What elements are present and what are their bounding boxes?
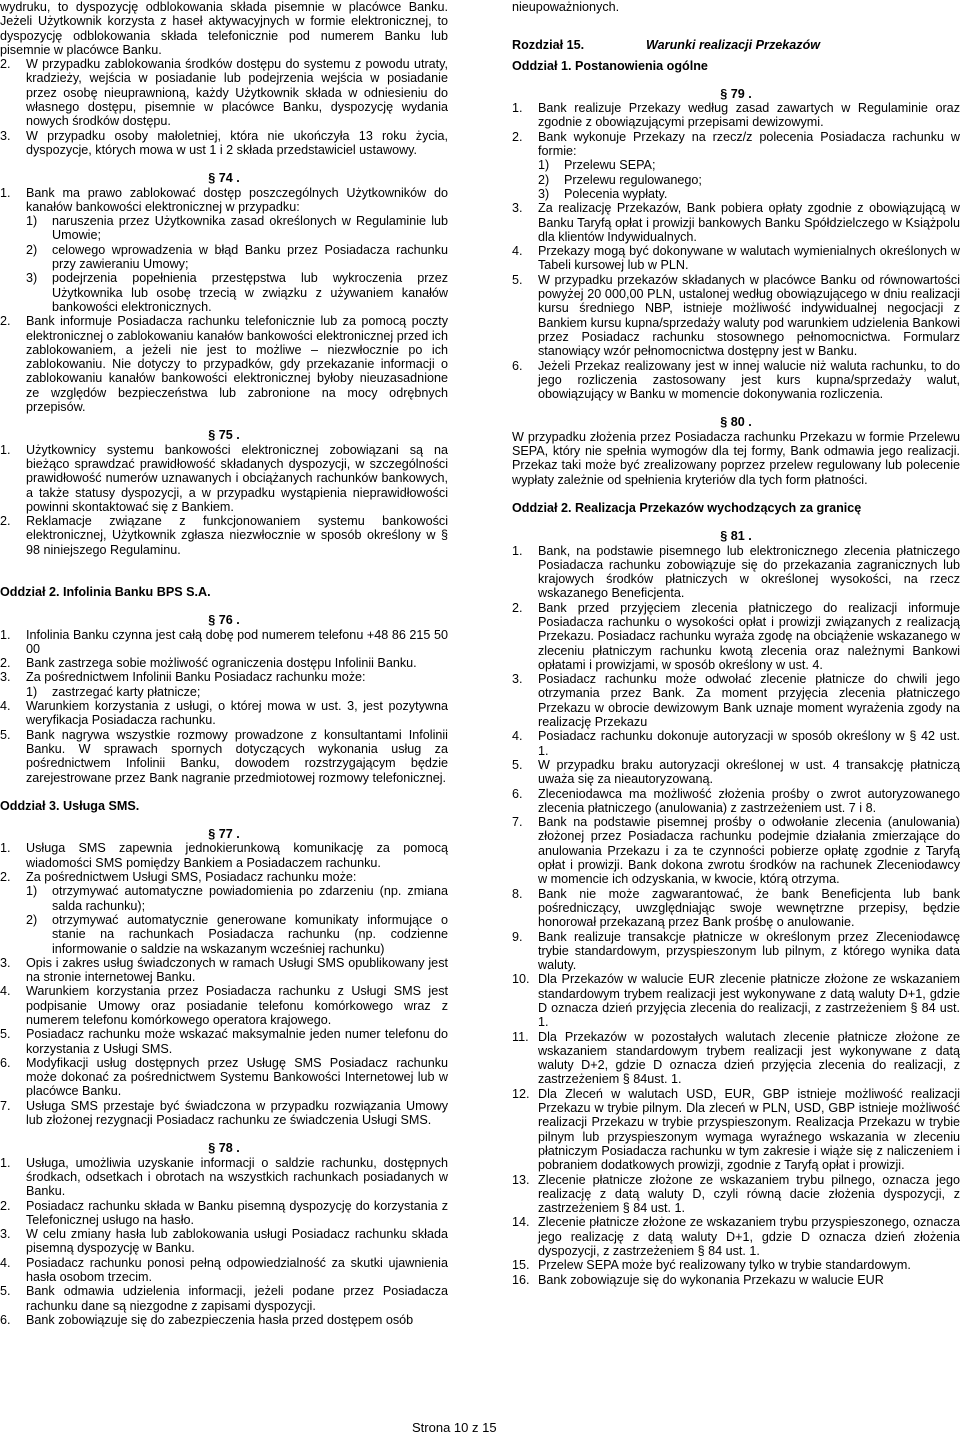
item-number: 5. — [0, 1027, 11, 1042]
item-text: W celu zmiany hasła lub zablokowania usługi Posiadacz rachunku składa pisemną dyspozycję w Banku. — [26, 1227, 448, 1256]
item-number: 8. — [512, 886, 523, 901]
item-number: 1) — [538, 158, 550, 173]
chapter-heading — [512, 38, 960, 52]
numbered-item — [0, 984, 448, 1027]
numbered-item — [512, 273, 960, 359]
item-number: 1. — [512, 101, 523, 116]
item-text: Bank na podstawie pisemnej prośby o odwołanie zlecenia (anulowania) złożonej przez Posiadacza rachunku podejmie działania zmierzające do anulowania Przekazu i za te czynności pobierze opłatę zgodnie z Taryfą opłat i prowizji. Bank dokona zwrotu środków na rachunek Zleceniodawcy w momencie ich odzyskania, w kwocie, którą otrzyma. — [538, 815, 960, 887]
item-text: zastrzegać karty płatnicze; — [52, 684, 201, 699]
sub-item — [538, 173, 960, 187]
item-text: W przypadku osoby małoletniej, która nie ukończyła 13 roku życia, dyspozycje, których mowa w ust 1 i 2 składa przedstawiciel ustawowy. — [26, 128, 448, 157]
item-text: Posiadacz rachunku dokonuje autoryzacji w sposób określony w § 42 ust. 1. — [538, 729, 960, 758]
item-text: Użytkownicy systemu bankowości elektronicznej zobowiązani są na bieżąco sprawdzać prawidłowość składanych dyspozycji, w szczególności prawidłowość numerów uznawanych i obciążanych rachunków bankowych, a także statusy dyspozycji, a w przypadku wystąpienia nieprawidłowości powinni skontaktować się z Bankiem. — [26, 442, 448, 514]
item-text: Bank realizuje transakcje płatnicze w określonym przez Zleceniodawcę trybie standardowym, przyspieszonym lub pilnym, z którego wynika data waluty. — [538, 929, 960, 973]
item-text: Usługa, umożliwia uzyskanie informacji o saldzie rachunku, dostępnych środkach, odsetkach i obrotach na wszystkich rachunkach posiadanych w Banku. — [26, 1155, 448, 1199]
numbered-item — [512, 1030, 960, 1087]
item-text: Warunkiem korzystania z usługi, o której mowa w ust. 3, jest pozytywna weryfikacja Posiadacza rachunku. — [26, 699, 448, 728]
item-number: 4. — [0, 984, 11, 999]
item-text: Posiadacz rachunku może wskazać maksymalnie jeden numer telefonu do korzystania z Usługi SMS. — [26, 1027, 448, 1056]
numbered-item — [0, 1099, 448, 1128]
item-text: Posiadacz rachunku składa w Banku pisemną dyspozycję do korzystania z Telefonicznej usługo na hasło. — [26, 1198, 448, 1227]
item-number: 6. — [512, 786, 523, 801]
item-text: Bank zobowiązuje się do wykonania Przekazu w walucie EUR — [538, 1272, 884, 1287]
item-number: 3) — [538, 186, 550, 201]
item-number: 3. — [0, 1227, 11, 1242]
item-number: 1. — [0, 1155, 11, 1170]
paragraph-heading: § 76 . — [208, 613, 240, 628]
right-column — [512, 0, 960, 1287]
item-number: 13. — [512, 1172, 530, 1187]
item-number: 2) — [538, 172, 550, 187]
paragraph: W przypadku złożenia przez Posiadacza rachunku Przekazu w formie Przelewu SEPA, który nie spełnia wymogów dla tej formy, Bank odmawia jego realizacji. Przekaz taki może być zrealizowany poprzez przelew regulowany lub polecenie wypłaty zależnie od spełnienia kryteriów dla tych form płatności. — [512, 429, 960, 487]
numbered-item — [512, 359, 960, 402]
sub-item — [26, 271, 448, 314]
numbered-item — [0, 1156, 448, 1199]
numbered-item — [0, 1056, 448, 1099]
item-number: 1) — [26, 884, 38, 899]
numbered-item — [512, 1258, 960, 1272]
numbered-item — [0, 1227, 448, 1256]
item-number: 1) — [26, 214, 38, 229]
paragraph-heading: § 80 . — [720, 415, 752, 430]
paragraph-heading: § 81 . — [720, 529, 752, 544]
numbered-item — [0, 670, 448, 684]
item-text: Za pośrednictwem Usługi SMS, Posiadacz rachunku może: — [26, 870, 357, 885]
numbered-item — [0, 514, 448, 557]
section-heading: Oddział 2. Infolinia Banku BPS S.A. — [0, 584, 211, 599]
chapter-title: Warunki realizacji Przekazów — [646, 38, 821, 53]
item-number: 4. — [512, 729, 523, 744]
item-number: 2) — [26, 912, 38, 927]
item-number: 10. — [512, 972, 530, 987]
item-number: 2. — [0, 870, 11, 885]
numbered-item — [512, 672, 960, 729]
item-text: Bank informuje Posiadacza rachunku telefonicznie lub za pomocą poczty elektronicznej o zablokowaniu kanałów bankowości elektronicznej przed ich zablokowaniem, a jeżeli nie jest to możliwe – niezwłocznie po ich zablokowaniu. Nie dotyczy to przypadków, gdy przekazanie informacji o zablokowaniu kanałów bankowości elektronicznej byłoby nieuzasadnione ze względów bezpieczeństwa lub zabronione na mocy odrębnych przepisów. — [26, 314, 448, 415]
item-number: 16. — [512, 1272, 530, 1287]
item-number: 2. — [0, 1198, 11, 1213]
item-text: Bank zobowiązuje się do zabezpieczenia hasła przed dostępem osób — [26, 1312, 414, 1327]
item-number: 11. — [512, 1029, 529, 1044]
sub-item — [538, 158, 960, 172]
item-number: 2) — [26, 242, 38, 257]
numbered-item — [512, 758, 960, 787]
item-number: 5. — [512, 757, 523, 772]
item-number: 2. — [0, 57, 11, 72]
page-footer: Strona 10 z 15 — [412, 1420, 497, 1435]
numbered-item — [0, 728, 448, 785]
numbered-item — [0, 656, 448, 670]
item-text: Bank wykonuje Przekazy na rzecz/z polecenia Posiadacza rachunku w formie: — [538, 129, 960, 159]
item-number: 1) — [26, 684, 38, 699]
item-number: 9. — [512, 929, 523, 944]
item-text: Bank zastrzega sobie możliwość ograniczenia dostępu Infolinii Banku. — [26, 656, 417, 671]
item-text: Reklamacje związane z funkcjonowaniem systemu bankowości elektronicznej, Użytkownik zgłasza niezwłocznie w sposób określony w § 98 niniejszego Regulaminu. — [26, 514, 448, 557]
numbered-item — [0, 1284, 448, 1313]
numbered-item — [0, 628, 448, 657]
item-text: Polecenia wypłaty. — [564, 186, 668, 201]
numbered-item — [0, 956, 448, 985]
item-number: 4. — [0, 699, 11, 714]
numbered-item — [0, 443, 448, 514]
numbered-item — [512, 972, 960, 1029]
paragraph-heading: § 79 . — [720, 86, 752, 101]
item-text: Za realizację Przekazów, Bank pobiera opłaty zgodnie z obowiązującą w Banku Taryfą opłat i prowizji bankowych Banku Spółdzielczego w Książpolu dla klientów Indywidualnych. — [538, 201, 960, 244]
paragraph-heading: § 74 . — [208, 171, 240, 186]
numbered-item — [512, 1215, 960, 1258]
sub-item — [26, 685, 448, 699]
numbered-item — [0, 1313, 448, 1327]
numbered-item — [512, 787, 960, 816]
numbered-item — [512, 1087, 960, 1173]
item-text: Usługa SMS przestaje być świadczona w przypadku rozwiązania Umowy lub złożonej rezygnacji Posiadacz rachunku ze świadczenia Usługi SMS. — [26, 1098, 448, 1128]
item-number: 6. — [512, 358, 523, 373]
item-text: Zlecenie płatnicze złożone ze wskazaniem trybu pilnego, oznacza jego realizację z datą waluty D, czyli równą dacie złożenia dyspozycji, z zastrzeżeniem § 84 ust. 1. — [538, 1172, 960, 1216]
item-number: 1. — [0, 185, 11, 200]
sub-item — [538, 187, 960, 201]
numbered-item — [512, 930, 960, 973]
item-text: Przelewu SEPA; — [564, 158, 656, 173]
item-number: 3. — [512, 672, 523, 687]
item-text: Bank nie może zagwarantować, że bank Beneficjenta lub bank pośredniczący, uwzględniając swoje wewnętrzne przepisy, będzie honorował przekazaną przez Bank prośbę o anulowanie. — [538, 886, 960, 930]
item-text: otrzymywać automatycznie generowane komunikaty informujące o stanie na rachunkach Posiadacza rachunku (np. codzienne informowanie o saldzie na wskazanym wcześniej rachunku) — [52, 912, 448, 956]
numbered-item — [512, 130, 960, 159]
item-number: 1. — [0, 627, 11, 642]
numbered-item — [512, 887, 960, 930]
numbered-item — [0, 186, 448, 215]
item-number: 15. — [512, 1258, 530, 1273]
item-text: Zlecenie płatnicze złożone ze wskazaniem trybu przyspieszonego, oznacza jego realizację z datą waluty D+1, gdzie D oznacza dzień złożenia dyspozycji, z zastrzeżeniem § 84 ust. 1. — [538, 1215, 960, 1259]
item-text: Przelewu regulowanego; — [564, 172, 702, 187]
item-number: 3. — [0, 670, 11, 685]
item-text: W przypadku zablokowania środków dostępu do systemu z powodu utraty, kradzieży, wejścia w posiadanie lub podejrzenia wejścia w posiadanie przez osobę nieuprawnioną, każdy Użytkownik składa w odniesieniu do własnego dostępu, pisemnie w placówce Banku, dyspozycję wydania nowych środków dostępu. — [26, 57, 448, 129]
item-text: Bank odmawia udzielenia informacji, jeżeli podane przez Posiadacza rachunku dane są niezgodne z zapisami dyspozycji. — [26, 1284, 448, 1313]
item-text: Bank realizuje Przekazy według zasad zawartych w Regulaminie oraz zgodnie z obowiązującymi przepisami dewizowymi. — [538, 101, 960, 130]
sub-item — [26, 884, 448, 913]
item-text: Jeżeli Przekaz realizowany jest w innej walucie niż waluta rachunku, to do jego rozliczenia zastosowany jest kurs kupna/sprzedaży walut, obowiązujący w Banku w momencie dokonywania rozliczenia. — [538, 358, 960, 402]
item-text: Bank przed przyjęciem zlecenia płatniczego do realizacji informuje Posiadacza rachunku o wysokości opłat i prowizji związanych z realizacją Przekazu. Posiadacz rachunku wyraża zgodę na obciążenie wskazanego w zleceniu płatniczym rachunku kwotą zlecenia oraz należnymi Bankowi opłatami i prowizjami, w sposób określony w ust. 4. — [538, 600, 960, 672]
item-text: Dla Zleceń w walutach USD, EUR, GBP istnieje możliwość realizacji Przekazu w trybie pilnym. Dla zleceń w PLN, USD, GBP istnieje możliwość realizacji Przekazu w trybie przyspieszonym. Realizacja Przekazu w trybie pilnym lub przyspieszonym wymaga wyraźnego wskazania w zleceniu płatniczym Posiadacza rachunku w tym zakresie i wiąże się z naliczeniem i pobraniem dodatkowych prowizji, zgodnie z Taryfą opłat i prowizji. — [538, 1086, 960, 1173]
item-text: Dla Przekazów w walucie EUR zlecenie płatnicze złożone ze wskazaniem standardowym trybem realizacji jest wykonywane z datą waluty D+1, gdzie D oznacza dzień przyjęcia zlecenia do realizacji, z zastrzeżeniem § 84 ust. 1. — [538, 972, 960, 1030]
item-text: Modyfikacji usług dostępnych przez Usługę SMS Posiadacz rachunku może dokonać za pośrednictwem Systemu Bankowości Internetowej lub w placówce Banku. — [26, 1055, 448, 1099]
item-text: podejrzenia popełnienia przestępstwa lub wykroczenia przez Użytkownika lub osobę trzecią w związku z używaniem kanałów bankowości elektronicznych. — [52, 271, 448, 314]
item-text: Bank ma prawo zablokować dostęp poszczególnych Użytkowników do kanałów bankowości elektronicznej w przypadku: — [26, 185, 448, 214]
item-text: Usługa SMS zapewnia jednokierunkową komunikację za pomocą wiadomości SMS pomiędzy Bankiem a Posiadaczem rachunku. — [26, 841, 448, 870]
section-heading: Oddział 1. Postanowienia ogólne — [512, 58, 708, 73]
item-number: 2. — [0, 314, 11, 329]
item-text: celowego wprowadzenia w błąd Banku przez Posiadacza rachunku przy zawieraniu Umowy; — [52, 242, 448, 272]
item-text: W przypadku braku autoryzacji określonej w ust. 4 transakcję płatniczą uważa się za nieautoryzowaną. — [538, 757, 960, 787]
item-number: 3) — [26, 271, 38, 286]
numbered-item — [0, 314, 448, 414]
numbered-item — [512, 601, 960, 672]
numbered-item — [0, 841, 448, 870]
item-number: 2. — [512, 600, 523, 615]
item-text: Warunkiem korzystania przez Posiadacza rachunku z Usługi SMS jest podpisanie Umowy oraz posiadanie telefonu komórkowego wraz z numerem telefonu komórkowego operatora krajowego. — [26, 984, 448, 1027]
left-column — [0, 0, 448, 1327]
numbered-item — [512, 1173, 960, 1216]
item-number: 5. — [0, 727, 11, 742]
paragraph: nieupoważnionych. — [512, 0, 620, 14]
sub-item — [26, 243, 448, 272]
item-text: Przekazy mogą być dokonywane w walutach wymienialnych określonych w Tabeli kursowej lub w PLN. — [538, 244, 960, 273]
item-text: Za pośrednictwem Infolinii Banku Posiadacz rachunku może: — [26, 670, 366, 685]
paragraph-heading: § 77 . — [208, 827, 240, 842]
item-text: Bank, na podstawie pisemnego lub elektronicznego zlecenia płatniczego Posiadacza rachunku zobowiązuje się do przekazania zagranicznych lub krajowych środków płatniczych w określonej wysokości, na rzecz wskazanego Beneficjenta. — [538, 543, 960, 601]
item-number: 2. — [512, 129, 523, 144]
numbered-item — [512, 201, 960, 244]
item-number: 1. — [0, 841, 11, 856]
item-number: 7. — [512, 815, 523, 830]
item-number: 3. — [512, 201, 523, 216]
section-heading: Oddział 2. Realizacja Przekazów wychodzących za granicę — [512, 500, 862, 515]
item-number: 14. — [512, 1215, 530, 1230]
item-number: 12. — [512, 1086, 530, 1101]
numbered-item — [512, 244, 960, 273]
paragraph: wydruku, to dyspozycję odblokowania składa pisemnie w placówce Banku. Jeżeli Użytkownik korzysta z haseł aktywacyjnych w formie elektronicznej, to dyspozycję odblokowania składa telefonicznie pod numerem Banku lub pisemnie w placówce Banku. — [0, 0, 448, 57]
item-number: 6. — [0, 1055, 11, 1070]
numbered-item — [512, 1273, 960, 1287]
item-number: 4. — [512, 244, 523, 259]
item-text: otrzymywać automatyczne powiadomienia po zdarzeniu (np. zmiana salda rachunku); — [52, 884, 448, 913]
numbered-item — [512, 815, 960, 886]
section-heading: Oddział 3. Usługa SMS. — [0, 798, 140, 813]
item-number: 3. — [0, 128, 11, 143]
paragraph-heading: § 78 . — [208, 1141, 240, 1156]
numbered-item — [0, 1027, 448, 1056]
item-number: 6. — [0, 1312, 11, 1327]
item-text: Zleceniodawca ma możliwość złożenia prośby o zwrot autoryzowanego zlecenia płatniczego (anulowania) z zastrzeżeniem ust. 7 i 8. — [538, 786, 960, 815]
item-number: 1. — [0, 442, 11, 457]
item-number: 4. — [0, 1255, 11, 1270]
item-number: 7. — [0, 1098, 11, 1113]
item-number: 3. — [0, 955, 11, 970]
item-number: 5. — [0, 1284, 11, 1299]
numbered-item — [512, 544, 960, 601]
numbered-item — [512, 729, 960, 758]
sub-item — [26, 913, 448, 956]
numbered-item — [512, 101, 960, 130]
item-text: Posiadacz rachunku może odwołać zlecenie płatnicze do chwili jego otrzymania przez Bank. Za moment przyjęcia zlecenia płatniczego Przekazu w obrocie dewizowym Bank uznaje moment wyrażenia zgody na realizację Przekazu — [538, 672, 960, 730]
item-text: Przelew SEPA może być realizowany tylko w trybie standardowym. — [538, 1258, 911, 1273]
item-text: Infolinia Banku czynna jest całą dobę pod numerem telefonu +48 86 215 50 00 — [26, 627, 448, 656]
numbered-item — [0, 870, 448, 884]
chapter-number: Rozdział 15. — [512, 38, 585, 53]
numbered-item — [0, 129, 448, 158]
sub-item — [26, 214, 448, 243]
item-number: 2. — [0, 514, 11, 529]
item-text: naruszenia przez Użytkownika zasad określonych w Regulaminie lub Umowie; — [52, 214, 448, 243]
item-text: Bank nagrywa wszystkie rozmowy prowadzone z konsultantami Infolinii Banku. W sprawach spornych dotyczących wykonania usług za pośrednictwem Infolinii Banku, dowodem rozstrzygającym będzie zarejestrowane przez Bank nagranie przedmiotowej rozmowy telefonicznej. — [26, 727, 448, 785]
item-text: Opis i zakres usług świadczonych w ramach Usługi SMS opublikowany jest na stronie internetowej Banku. — [26, 955, 448, 985]
numbered-item — [0, 1199, 448, 1228]
item-text: Posiadacz rachunku ponosi pełną odpowiedzialność za skutki ujawnienia hasła osobom trzecim. — [26, 1255, 448, 1285]
item-number: 1. — [512, 543, 523, 558]
item-number: 5. — [512, 272, 523, 287]
item-number: 2. — [0, 656, 11, 671]
numbered-item — [0, 699, 448, 728]
item-text: Dla Przekazów w pozostałych walutach zlecenie płatnicze złożone ze wskazaniem standardowym trybem realizacji jest wykonywane z datą waluty D+2, gdzie D oznacza dzień przyjęcia zlecenia do realizacji, z zastrzeżeniem § 84ust. 1. — [538, 1029, 960, 1087]
numbered-item — [0, 1256, 448, 1285]
paragraph-heading: § 75 . — [208, 428, 240, 443]
numbered-item — [0, 57, 448, 128]
item-text: W przypadku przekazów składanych w placówce Banku od równowartości powyżej 20 000,00 PLN, ustalonej według obowiązującego w dniu realizacji kursu średniego NBP, istnieje możliwość indywidualnej negocjacji z Bankiem kursu kupna/sprzedaży waluty pod warunkiem udzielenia Bankowi przez Posiadacz rachunku stosownego pełnomocnictwa. Formularz stanowiący wzór pełnomocnictwa dostępny jest w Banku. — [538, 272, 960, 359]
